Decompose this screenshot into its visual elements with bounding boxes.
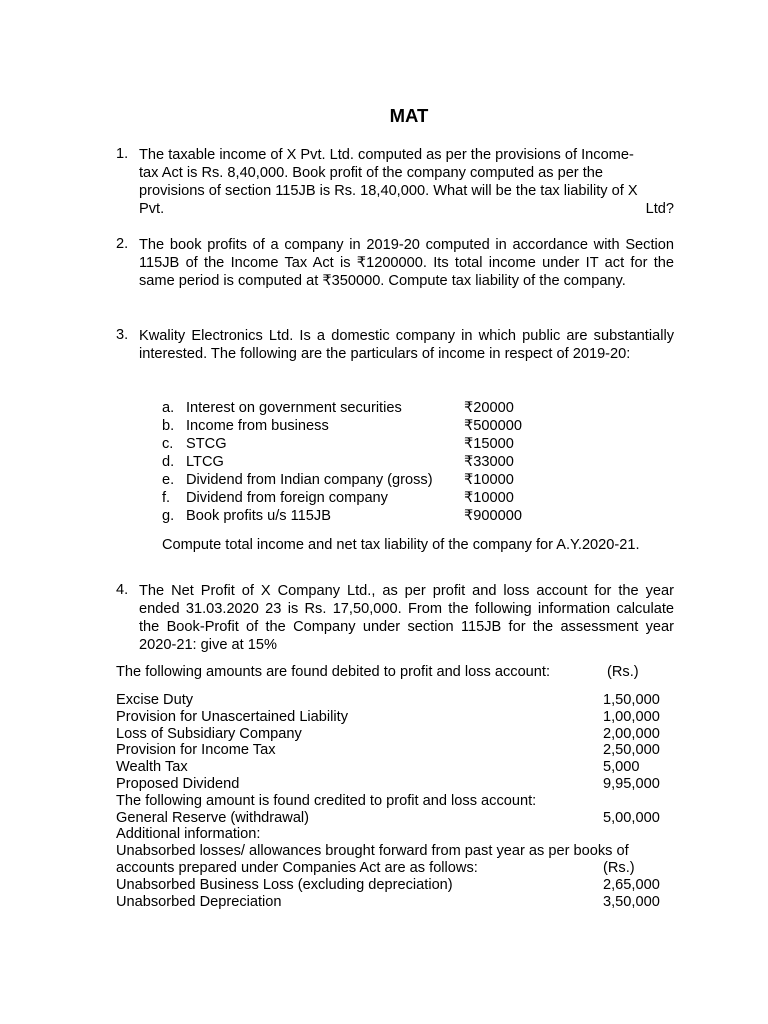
question-1-line: Pvt. Ltd? — [139, 201, 674, 217]
question-1-text — [139, 146, 674, 218]
row-label: Wealth Tax — [116, 759, 188, 776]
list-item-label: Interest on government securities — [186, 400, 402, 416]
list-item-label: STCG — [186, 436, 227, 452]
list-item-marker: f. — [162, 490, 171, 506]
row-value: 9,95,000 — [603, 775, 660, 792]
list-item-value: ₹10000 — [464, 472, 514, 488]
list-item-value: ₹33000 — [464, 454, 514, 470]
income-particulars-list — [162, 399, 562, 525]
row-value: 2,65,000 — [603, 876, 660, 893]
row-label: Provision for Unascertained Liability — [116, 708, 348, 725]
table-row — [116, 759, 676, 776]
list-item-value: ₹15000 — [464, 436, 514, 452]
row-value: 2,50,000 — [603, 742, 660, 759]
list-item-value: ₹500000 — [464, 418, 522, 434]
list-item — [162, 489, 562, 507]
table-row — [116, 826, 676, 843]
question-2-text: The book profits of a company in 2019-20 computed in accordance with Section 115JB of the Income Tax Act is ₹1200000. Its total income under IT act for the same period is computed at ₹350000. Compute tax liability of the company. — [139, 237, 674, 289]
question-1-line: provisions of section 115JB is Rs. 18,40,000. What will be the tax liability of X — [139, 183, 638, 199]
list-item-value: ₹20000 — [464, 400, 514, 416]
list-item-marker: a. — [162, 400, 175, 416]
debited-heading: The following amounts are found debited to profit and loss account: — [116, 664, 551, 680]
row-label: General Reserve (withdrawal) — [116, 809, 310, 826]
list-item — [162, 471, 562, 489]
table-row — [116, 776, 676, 793]
question-3-text: Kwality Electronics Ltd. Is a domestic company in which public are substantially interested. The following are the particulars of income in respect of 2019-20: — [139, 328, 674, 362]
row-label: Loss of Subsidiary Company — [116, 725, 302, 742]
list-item-marker: g. — [162, 508, 175, 524]
list-item-value: ₹900000 — [464, 508, 522, 524]
list-item-label: LTCG — [186, 454, 224, 470]
table-row — [116, 877, 676, 894]
row-value: 1,50,000 — [603, 692, 660, 708]
accounts-table — [116, 692, 676, 910]
question-3-footer: Compute total income and net tax liability of the company for A.Y.2020-21. — [162, 537, 640, 553]
row-label: Proposed Dividend — [116, 775, 240, 792]
table-row — [116, 742, 676, 759]
list-item — [162, 453, 562, 471]
question-3-number: 3. — [116, 327, 129, 343]
table-row — [116, 709, 676, 726]
row-value: (Rs.) — [603, 859, 635, 876]
list-item-value: ₹10000 — [464, 490, 514, 506]
table-row — [116, 726, 676, 743]
list-item — [162, 399, 562, 417]
row-label: accounts prepared under Companies Act are as follows: — [116, 859, 478, 876]
row-value: 2,00,000 — [603, 725, 660, 742]
list-item-marker: b. — [162, 418, 175, 434]
list-item-label: Income from business — [186, 418, 329, 434]
question-1-number: 1. — [116, 146, 129, 162]
debited-heading-line — [116, 663, 676, 681]
list-item — [162, 435, 562, 453]
row-label: Provision for Income Tax — [116, 742, 276, 759]
table-row — [116, 692, 676, 709]
list-item-marker: e. — [162, 472, 175, 488]
list-item-marker: c. — [162, 436, 174, 452]
question-1-line: The taxable income of X Pvt. Ltd. computed as per the provisions of Income- — [139, 147, 634, 163]
row-label: Excise Duty — [116, 692, 194, 708]
row-label: Additional information: — [116, 826, 261, 843]
table-row — [116, 810, 676, 827]
question-1-line: tax Act is Rs. 8,40,000. Book profit of the company computed as per the — [139, 165, 604, 181]
list-item — [162, 507, 562, 525]
question-4-text: The Net Profit of X Company Ltd., as per profit and loss account for the year ended 31.03.2020 23 is Rs. 17,50,000. From the following information calculate the Book-Profit of the Company under section 115JB for the assessment year 2020-21: give at 15% — [139, 583, 674, 653]
row-value: 3,50,000 — [603, 893, 660, 910]
row-value: 1,00,000 — [603, 708, 660, 725]
row-label: Unabsorbed Business Loss (excluding depreciation) — [116, 876, 453, 893]
table-row — [116, 894, 676, 911]
list-item-label: Book profits u/s 115JB — [186, 508, 331, 524]
page-title: MAT — [389, 105, 429, 126]
row-value: 5,000 — [603, 759, 640, 776]
list-item — [162, 417, 562, 435]
table-row — [116, 793, 676, 810]
list-item-label: Dividend from Indian company (gross) — [186, 472, 433, 488]
row-label: Unabsorbed losses/ allowances brought forward from past year as per books of — [116, 843, 629, 860]
table-row — [116, 843, 676, 860]
row-label: The following amount is found credited to profit and loss account: — [116, 792, 537, 809]
list-item-label: Dividend from foreign company — [186, 490, 388, 506]
row-label: Unabsorbed Depreciation — [116, 893, 282, 910]
list-item-marker: d. — [162, 454, 175, 470]
row-value: 5,00,000 — [603, 809, 660, 826]
question-2-number: 2. — [116, 236, 129, 252]
question-4-number: 4. — [116, 582, 129, 598]
table-row — [116, 860, 676, 877]
debited-unit: (Rs.) — [607, 664, 639, 680]
